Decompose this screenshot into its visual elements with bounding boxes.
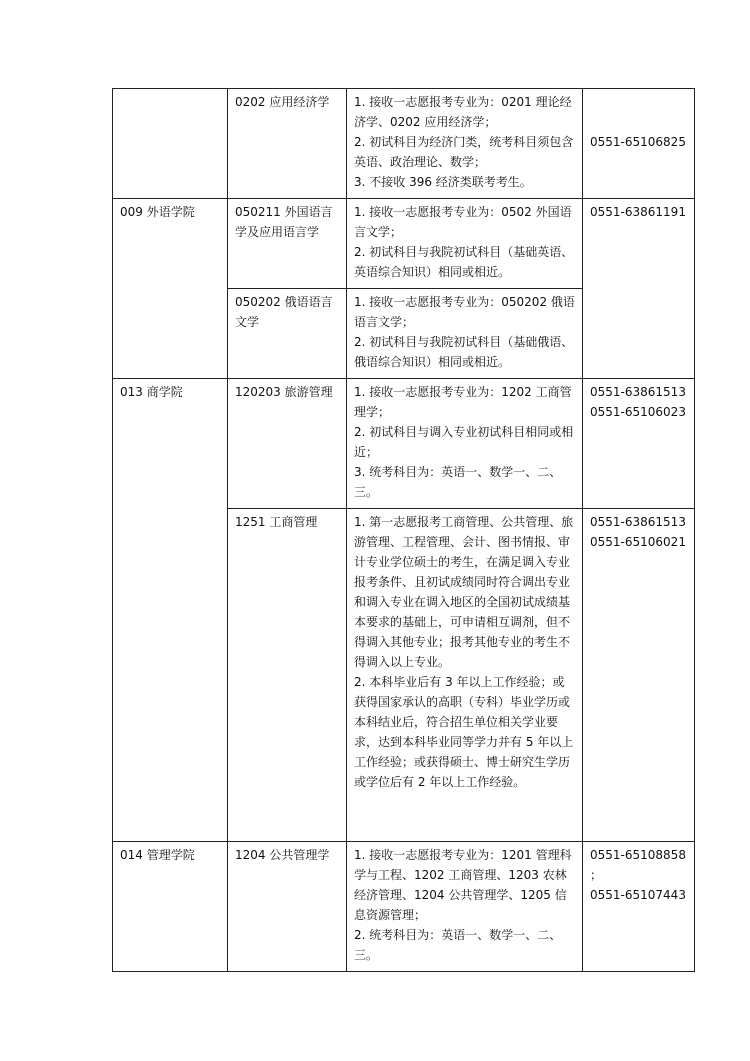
note-line: 2. 初试科目与我院初试科目（基础俄语、俄语综合知识）相同或相近。 bbox=[354, 335, 574, 369]
phone-number: 0551-65107443 bbox=[590, 888, 686, 902]
phone-number: 0551-65106023 bbox=[590, 405, 686, 419]
note-line: 1. 接收一志愿报考专业为：1201 管理科学与工程、1202 工商管理、1203 农林经济管理、1204 公共管理学、1205 信息资源管理； bbox=[354, 848, 572, 922]
adjustment-table bbox=[112, 88, 695, 972]
note-line: 3. 不接收 396 经济类联考考生。 bbox=[354, 175, 532, 189]
major-cell: 050211 外国语言学及应用语言学 bbox=[228, 199, 347, 289]
major-cell: 050202 俄语语言文学 bbox=[228, 289, 347, 379]
table-row bbox=[113, 379, 695, 509]
note-line: 1. 接收一志愿报考专业为：0201 理论经济学、0202 应用经济学； bbox=[354, 95, 572, 129]
phone-cell bbox=[583, 509, 695, 842]
note-line: 3. 统考科目为：英语一、数学一、二、三。 bbox=[354, 465, 562, 499]
notes-cell bbox=[347, 199, 583, 289]
college-cell: 009 外语学院 bbox=[113, 199, 228, 379]
phone-number: 0551-65108858 bbox=[590, 848, 686, 862]
note-line: 2. 本科毕业后有 3 年以上工作经验；或获得国家承认的高职（专科）毕业学历或本科结业后，符合招生单位相关学业要求，达到本科毕业同等学力并有 5 年以上工作经验；或获得硕士、博士研究生学历或学位后有 2 年以上工作经验。 bbox=[354, 675, 574, 789]
note-line: 1. 接收一志愿报考专业为：050202 俄语语言文学； bbox=[354, 295, 575, 329]
major-cell: 1204 公共管理学 bbox=[228, 842, 347, 972]
note-line: 2. 初试科目与我院初试科目（基础英语、英语综合知识）相同或相近。 bbox=[354, 245, 574, 279]
table-row bbox=[113, 842, 695, 972]
table-row bbox=[113, 89, 695, 199]
major-cell: 1251 工商管理 bbox=[228, 509, 347, 842]
note-line: 1. 接收一志愿报考专业为：0502 外国语言文学； bbox=[354, 205, 572, 239]
phone-cell bbox=[583, 199, 695, 379]
note-line: 2. 初试科目为经济门类，统考科目须包含英语、政治理论、数学； bbox=[354, 135, 574, 169]
phone-separator: ； bbox=[590, 868, 603, 882]
phone-number: 0551-63861513 bbox=[590, 515, 686, 529]
note-line: 2. 统考科目为：英语一、数学一、二、三。 bbox=[354, 928, 562, 962]
phone-number: 0551-65106021 bbox=[590, 535, 686, 549]
phone-cell bbox=[583, 842, 695, 972]
phone-number: 0551-65106825 bbox=[590, 135, 686, 149]
phone-number: 0551-63861513 bbox=[590, 385, 686, 399]
notes-cell bbox=[347, 509, 583, 842]
note-line: 1. 第一志愿报考工商管理、公共管理、旅游管理、工程管理、会计、图书情报、审计专业学位硕士的考生，在满足调入专业报考条件、且初试成绩同时符合调出专业和调入专业在调入地区的全国初试成绩基本要求的基础上，可申请相互调剂，但不得调入其他专业；报考其他专业的考生不得调入以上专业。 bbox=[354, 515, 574, 669]
note-line: 1. 接收一志愿报考专业为：1202 工商管理学； bbox=[354, 385, 572, 419]
major-cell: 0202 应用经济学 bbox=[228, 89, 347, 199]
notes-cell bbox=[347, 379, 583, 509]
notes-cell bbox=[347, 89, 583, 199]
phone-number: 0551-63861191 bbox=[590, 205, 686, 219]
note-line: 2. 初试科目与调入专业初试科目相同或相近； bbox=[354, 425, 574, 459]
table-row bbox=[113, 199, 695, 289]
college-cell: 013 商学院 bbox=[113, 379, 228, 842]
notes-cell bbox=[347, 842, 583, 972]
college-cell bbox=[113, 89, 228, 199]
phone-cell bbox=[583, 89, 695, 199]
notes-cell bbox=[347, 289, 583, 379]
major-cell: 120203 旅游管理 bbox=[228, 379, 347, 509]
phone-cell bbox=[583, 379, 695, 509]
college-cell: 014 管理学院 bbox=[113, 842, 228, 972]
